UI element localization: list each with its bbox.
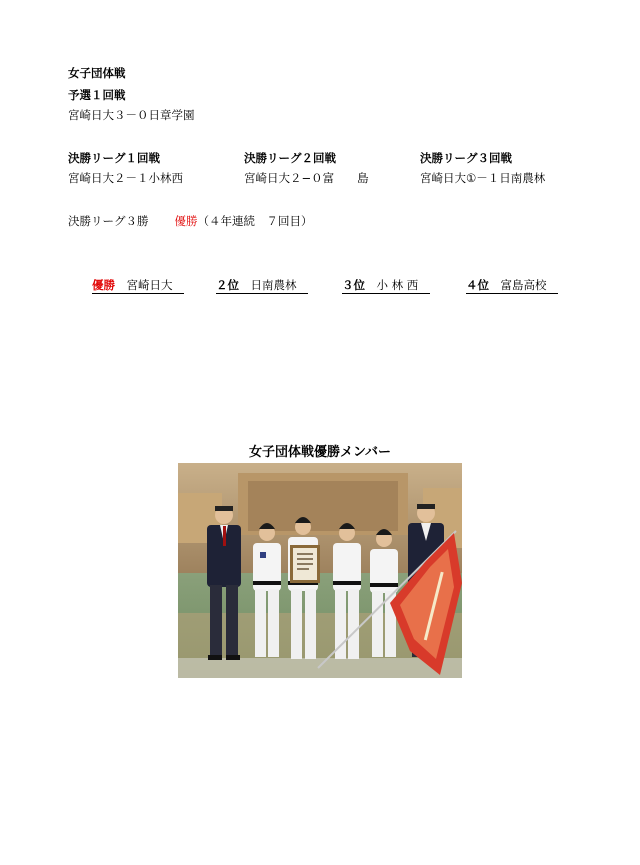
placing-1-rank: 優勝 bbox=[92, 278, 115, 292]
league-round-1-result: 宮崎日大２－１小林西 bbox=[68, 171, 183, 185]
photo-caption: 女子団体戦優勝メンバー bbox=[248, 445, 392, 460]
league-round-3-result: 宮崎日大①－１日南農林 bbox=[420, 171, 546, 185]
placing-3 bbox=[342, 278, 430, 292]
placing-4 bbox=[466, 278, 558, 292]
prelim-heading: 予選１回戦 bbox=[68, 88, 126, 102]
placing-1-team: 宮崎日大 bbox=[126, 278, 173, 292]
team-photo bbox=[178, 463, 462, 678]
summary-line bbox=[68, 214, 313, 228]
placing-2-rank: ２位 bbox=[216, 278, 239, 292]
placing-4-team: 富島高校 bbox=[500, 278, 547, 292]
placing-1 bbox=[92, 278, 184, 292]
summary-win-label: 優勝 bbox=[174, 214, 198, 228]
prelim-result: 宮崎日大３－０日章学園 bbox=[68, 108, 195, 122]
league-round-1-heading: 決勝リーグ１回戦 bbox=[68, 151, 160, 165]
league-round-3-heading: 決勝リーグ３回戦 bbox=[420, 151, 512, 165]
placing-3-team: 小 林 西 bbox=[376, 278, 419, 292]
placing-3-rank: ３位 bbox=[342, 278, 365, 292]
summary-prefix: 決勝リーグ３勝 bbox=[68, 214, 149, 228]
placing-2 bbox=[216, 278, 308, 292]
section-title: 女子団体戦 bbox=[68, 66, 126, 80]
placing-2-team: 日南農林 bbox=[250, 278, 297, 292]
placing-4-rank: ４位 bbox=[466, 278, 489, 292]
league-round-2-heading: 決勝リーグ２回戦 bbox=[244, 151, 336, 165]
summary-note: （４年連続 ７回目） bbox=[197, 214, 313, 228]
league-round-2-result: 宮崎日大２−０富 島 bbox=[244, 171, 369, 185]
